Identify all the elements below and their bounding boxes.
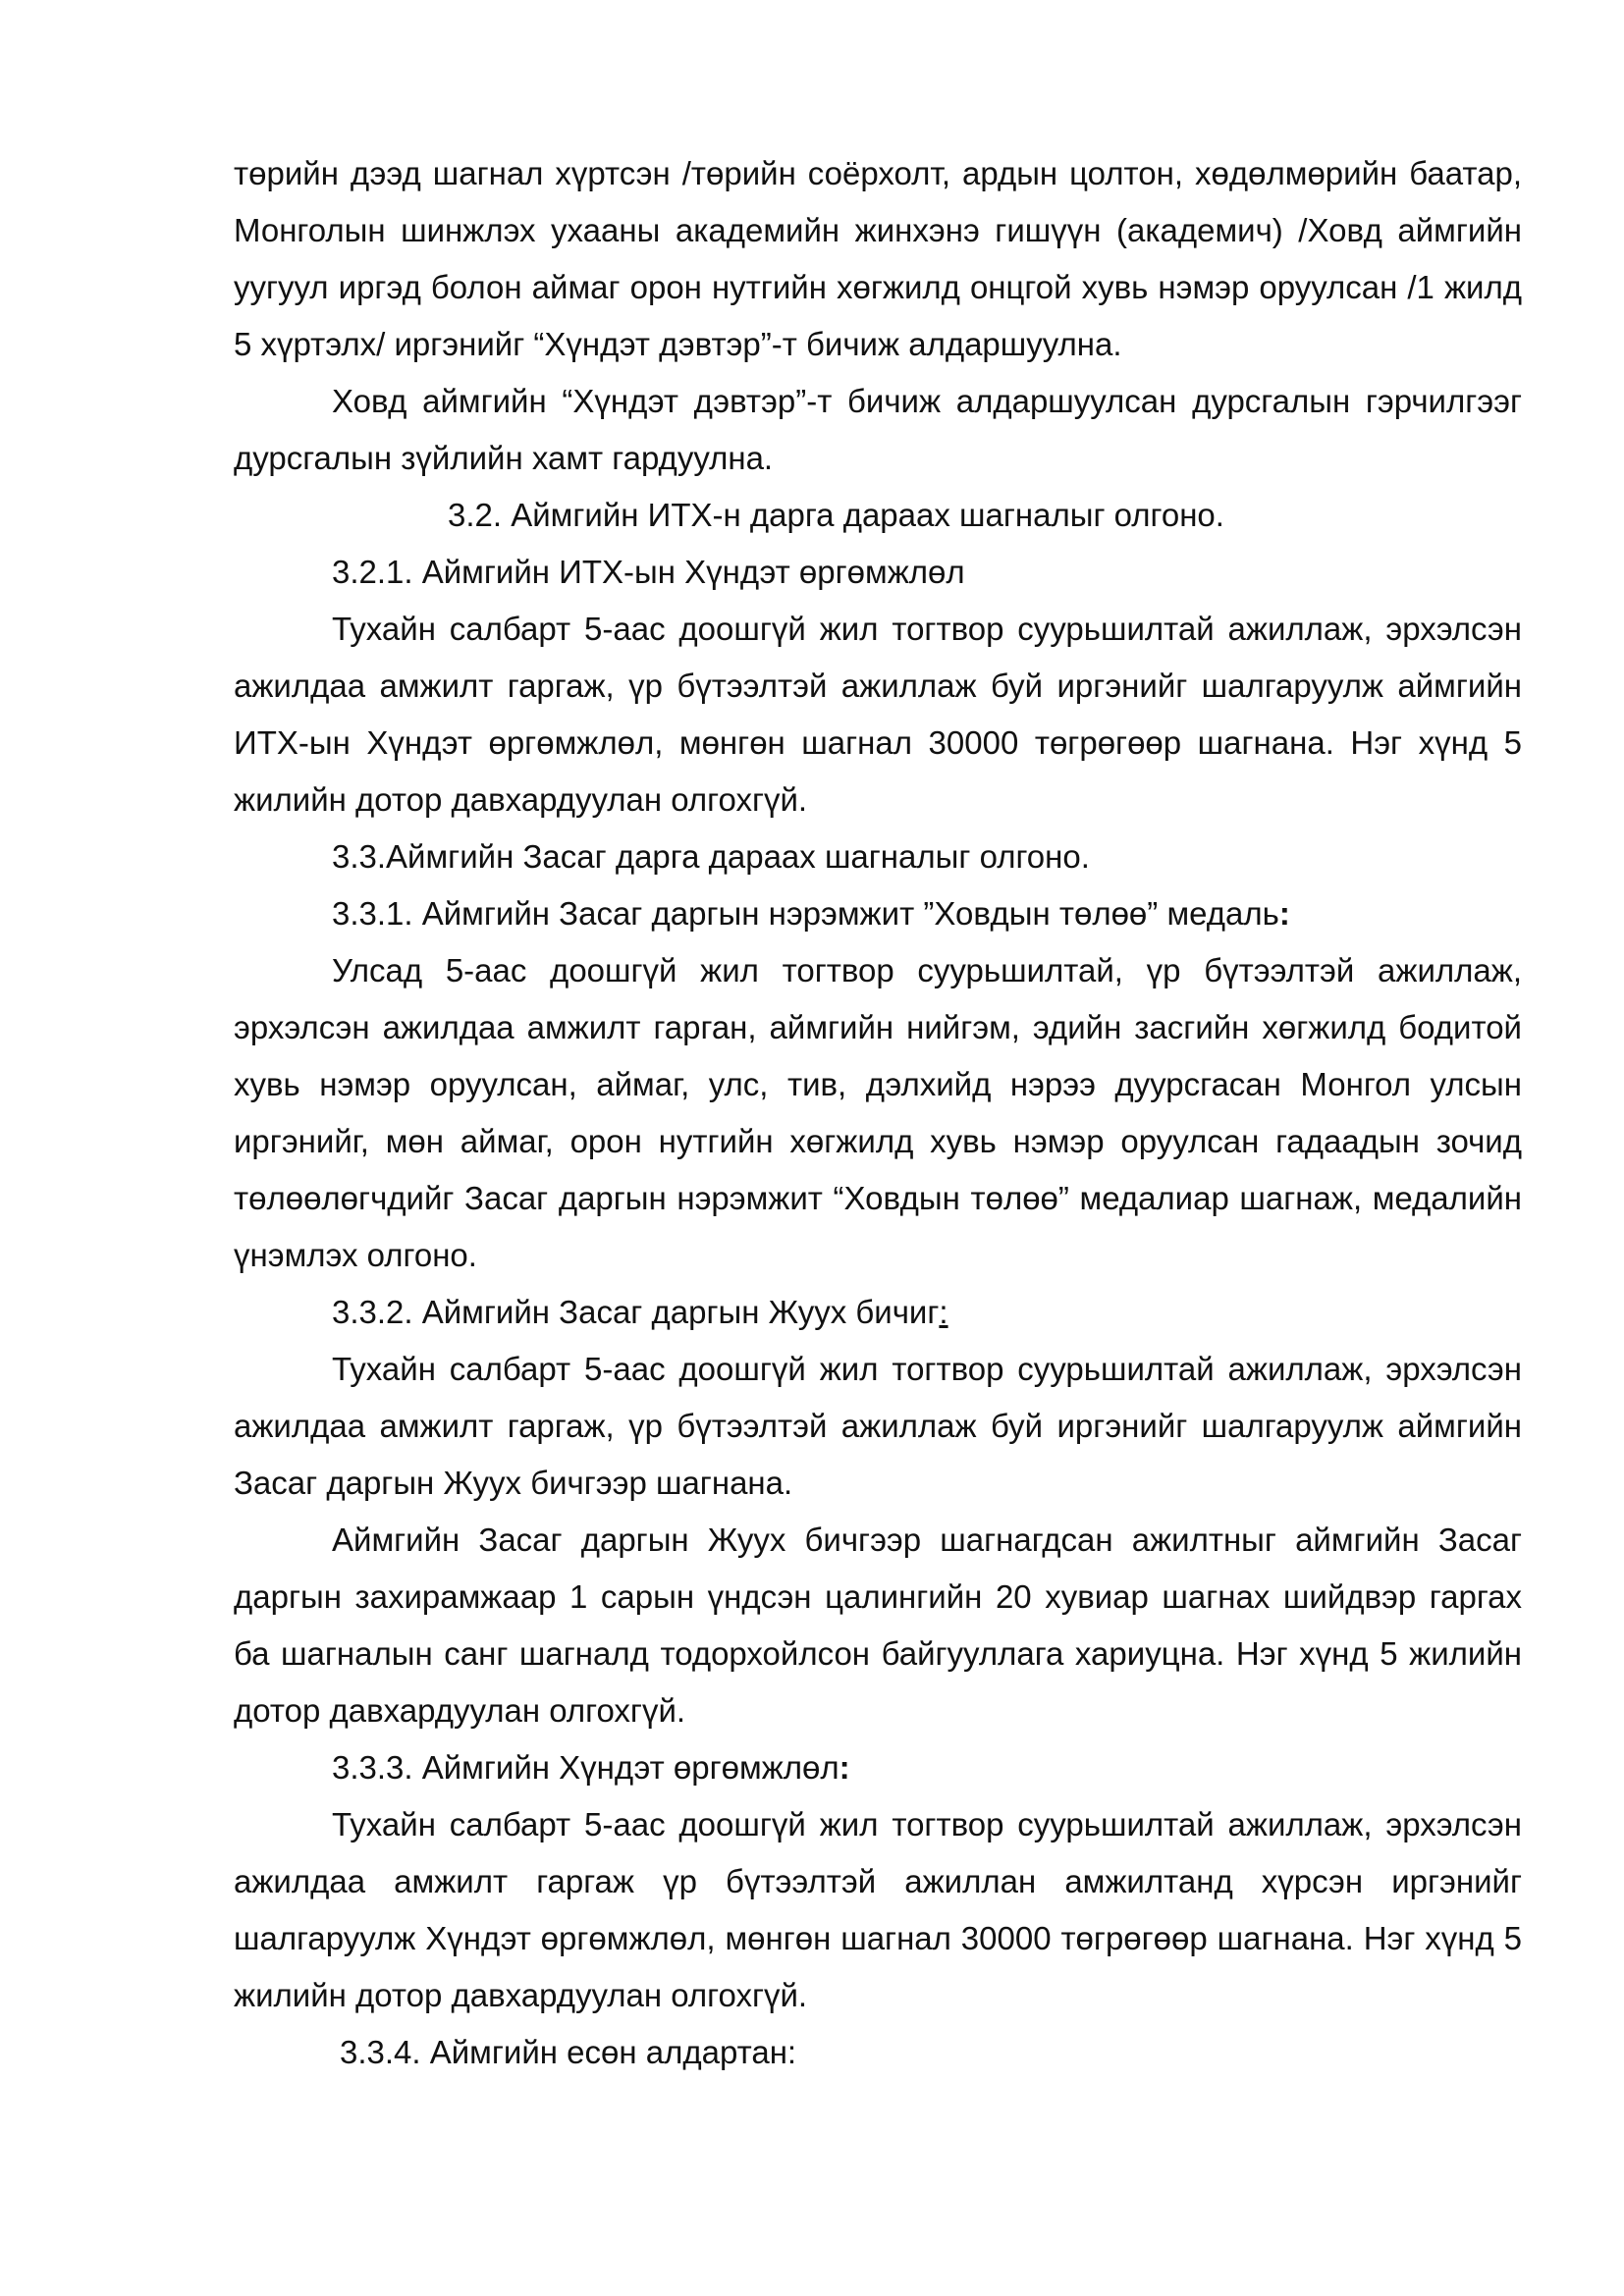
heading-3-3-1-colon: :: [1278, 895, 1290, 932]
heading-3-3-4: 3.3.4. Аймгийн есөн алдартан:: [340, 2034, 797, 2070]
paragraph-governor-certificate-bonus: Аймгийн Засаг даргын Жуух бичгээр шагнагдсан ажилтныг аймгийн Засаг даргын захирамжаар 1 сарын үндсэн цалингийн 20 хувиар шагнах шийдвэр гаргах ба шагналын санг шагналд тодорхойлсон байгууллага хариуцна. Нэг хүнд 5 жилийн дотор давхардуулан олгохгүй.: [234, 1522, 1522, 1729]
paragraph-khovd-medal: Улсад 5-аас доошгүй жил тогтвор суурьшилтай, үр бүтээлтэй ажиллаж, эрхэлсэн ажилдаа амжилт гарган, аймгийн нийгэм, эдийн засгийн хөгжилд бодитой хувь нэмэр оруулсан, аймаг, улс, тив, дэлхийд нэрээ дуурсгасан Монгол улсын иргэнийг, мөн аймаг, орон нутгийн хөгжилд хувь нэмэр оруулсан гадаадын зочид төлөөлөгчдийг Засаг даргын нэрэмжит “Ховдын төлөө” медалиар шагнаж, медалийн үнэмлэх олгоно.: [234, 952, 1522, 1273]
paragraph-honor-book-certificate: Ховд аймгийн “Хүндэт дэвтэр”-т бичиж алдаршуулсан дурсгалын гэрчилгээг дурсгалын зүйлийн хамт гардуулна.: [234, 383, 1522, 476]
heading-3-3: 3.3.Аймгийн Засаг дарга дараах шагналыг олгоно.: [332, 838, 1090, 875]
paragraph-governor-certificate: Тухайн салбарт 5-аас доошгүй жил тогтвор суурьшилтай ажиллаж, эрхэлсэн ажилдаа амжилт гаргаж, үр бүтээлтэй ажиллаж буй иргэнийг шалгаруулж аймгийн Засаг даргын Жуух бичгээр шагнана.: [234, 1351, 1522, 1501]
heading-3-3-3-colon: :: [839, 1749, 850, 1786]
heading-3-3-1: [234, 885, 1522, 942]
paragraph-aimag-honor: Тухайн салбарт 5-аас доошгүй жил тогтвор суурьшилтай ажиллаж, эрхэлсэн ажилдаа амжилт гаргаж үр бүтээлтэй ажиллан амжилтанд хүрсэн иргэнийг шалгаруулж Хүндэт өргөмжлөл, мөнгөн шагнал 30000 төгрөгөөр шагнана. Нэг хүнд 5 жилийн дотор давхардуулан олгохгүй.: [234, 1806, 1522, 2013]
heading-3-2-1-prefix: 3.2.1. Аймгийн ИТХ-ын: [332, 554, 676, 590]
heading-3-2-1-suffix: Хүндэт өргөмжлөл: [675, 554, 965, 590]
heading-3-2: 3.2. Аймгийн ИТХ-н дарга дараах шагналыг олгоно.: [448, 497, 1224, 533]
paragraph-honor-book-criteria: төрийн дээд шагнал хүртсэн /төрийн соёрхолт, ардын цолтон, хөдөлмөрийн баатар, Монголын шинжлэх ухааны академийн жинхэнэ гишүүн (академич) /Ховд аймгийн уугуул иргэд болон аймаг орон нутгийн хөгжилд онцгой хувь нэмэр оруулсан /1 жилд 5 хүртэлх/ иргэнийг “Хүндэт дэвтэр”-т бичиж алдаршуулна.: [234, 155, 1522, 362]
heading-3-3-3-text: 3.3.3. Аймгийн Хүндэт өргөмжлөл: [332, 1749, 839, 1786]
paragraph-council-honor: Тухайн салбарт 5-аас доошгүй жил тогтвор суурьшилтай ажиллаж, эрхэлсэн ажилдаа амжилт гаргаж, үр бүтээлтэй ажиллаж буй иргэнийг шалгаруулж аймгийн ИТХ-ын Хүндэт өргөмжлөл, мөнгөн шагнал 30000 төгрөгөөр шагнана. Нэг хүнд 5 жилийн дотор давхардуулан олгохгүй.: [234, 611, 1522, 818]
heading-3-3-2-text: 3.3.2. Аймгийн Засаг даргын Жуух бичиг: [332, 1294, 940, 1330]
heading-3-2-1: [234, 544, 1522, 601]
document-page: [234, 145, 1522, 2081]
heading-3-3-2-colon: :: [939, 1294, 948, 1330]
heading-3-3-2: [234, 1284, 1522, 1341]
heading-3-3-1-text: 3.3.1. Аймгийн Засаг даргын нэрэмжит ”Ховдын төлөө” медаль: [332, 895, 1279, 932]
heading-3-3-3: [234, 1739, 1522, 1796]
